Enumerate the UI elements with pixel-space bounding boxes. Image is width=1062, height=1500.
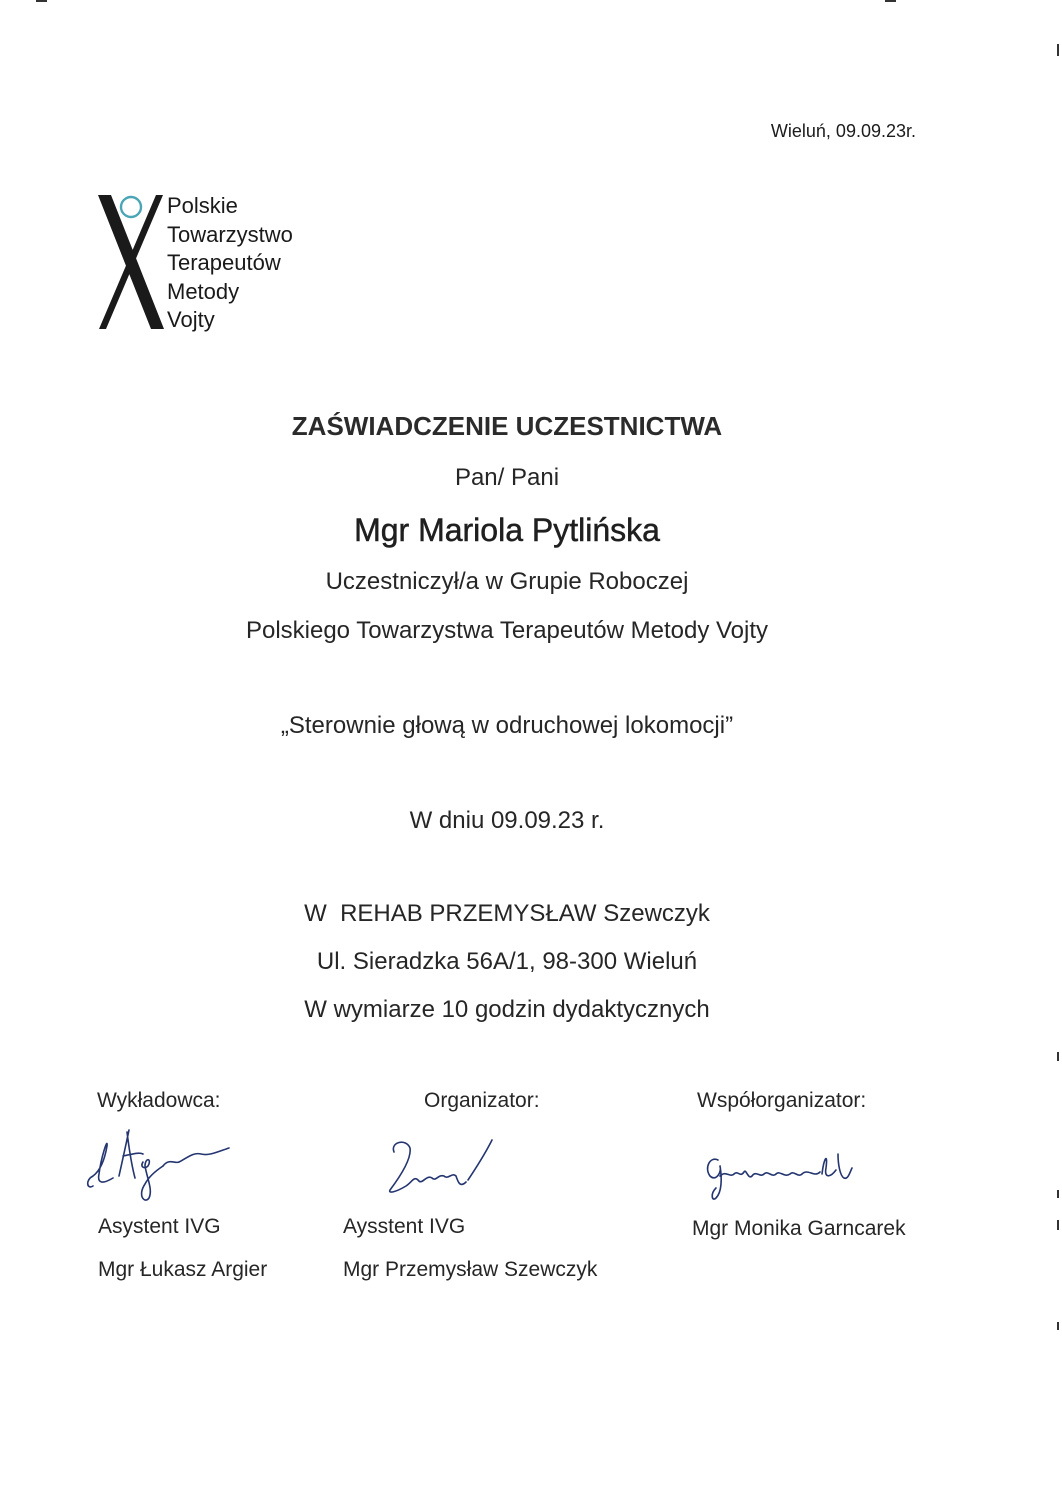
logo-text-line: Towarzystwo [167,221,293,247]
certificate-title: ZAŚWIADCZENIE UCZESTNICTWA [291,411,723,441]
scan-mark [1057,1220,1059,1230]
scan-mark [1057,1322,1059,1330]
scan-mark [36,0,47,2]
lecturer-name: Mgr Łukasz Argier [98,1258,268,1281]
lecturer-role-label: Wykładowca: [97,1089,221,1112]
address-line: Ul. Sieradzka 56A/1, 98-300 Wieluń [316,948,698,975]
organization-line: Polskiego Towarzystwa Terapeutów Metody Vojty [245,617,769,644]
organizer-name: Mgr Przemysław Szewczyk [343,1258,598,1281]
lecturer-signature [83,1118,233,1203]
participant-name: Mgr Mariola Pytlińska [354,512,660,548]
scan-mark [1057,1052,1059,1061]
scan-mark [1057,1190,1059,1198]
logo-text [167,192,293,335]
lecturer-title: Asystent IVG [98,1215,221,1238]
organizer-role-label: Organizator: [424,1089,540,1112]
co-organizer-name: Mgr Monika Garncarek [692,1217,906,1240]
co-organizer-signature [704,1148,854,1203]
participation-line: Uczestniczył/a w Grupie Roboczej [325,568,689,595]
scan-mark [885,0,896,2]
logo-text-line: Metody [167,278,240,304]
workshop-topic: „Sterownie głową w odruchowej lokomocji” [280,712,734,739]
logo-text-line: Polskie [167,193,238,218]
ptt-vojty-logo-icon [98,192,164,332]
logo-text-line: Terapeutów [167,250,281,275]
venue-line: W REHAB PRZEMYSŁAW Szewczyk [304,900,710,927]
event-date-line: W dniu 09.09.23 r. [409,807,605,834]
organizer-title: Aysstent IVG [343,1215,466,1238]
logo-text-line: Vojty [167,307,215,332]
organizer-signature [386,1132,496,1197]
document-date: Wieluń, 09.09.23r. [770,121,916,141]
hours-line: W wymiarze 10 godzin dydaktycznych [304,996,710,1023]
co-organizer-role-label: Współorganizator: [697,1089,867,1112]
salutation: Pan/ Pani [454,464,560,491]
scan-mark [1057,44,1059,56]
